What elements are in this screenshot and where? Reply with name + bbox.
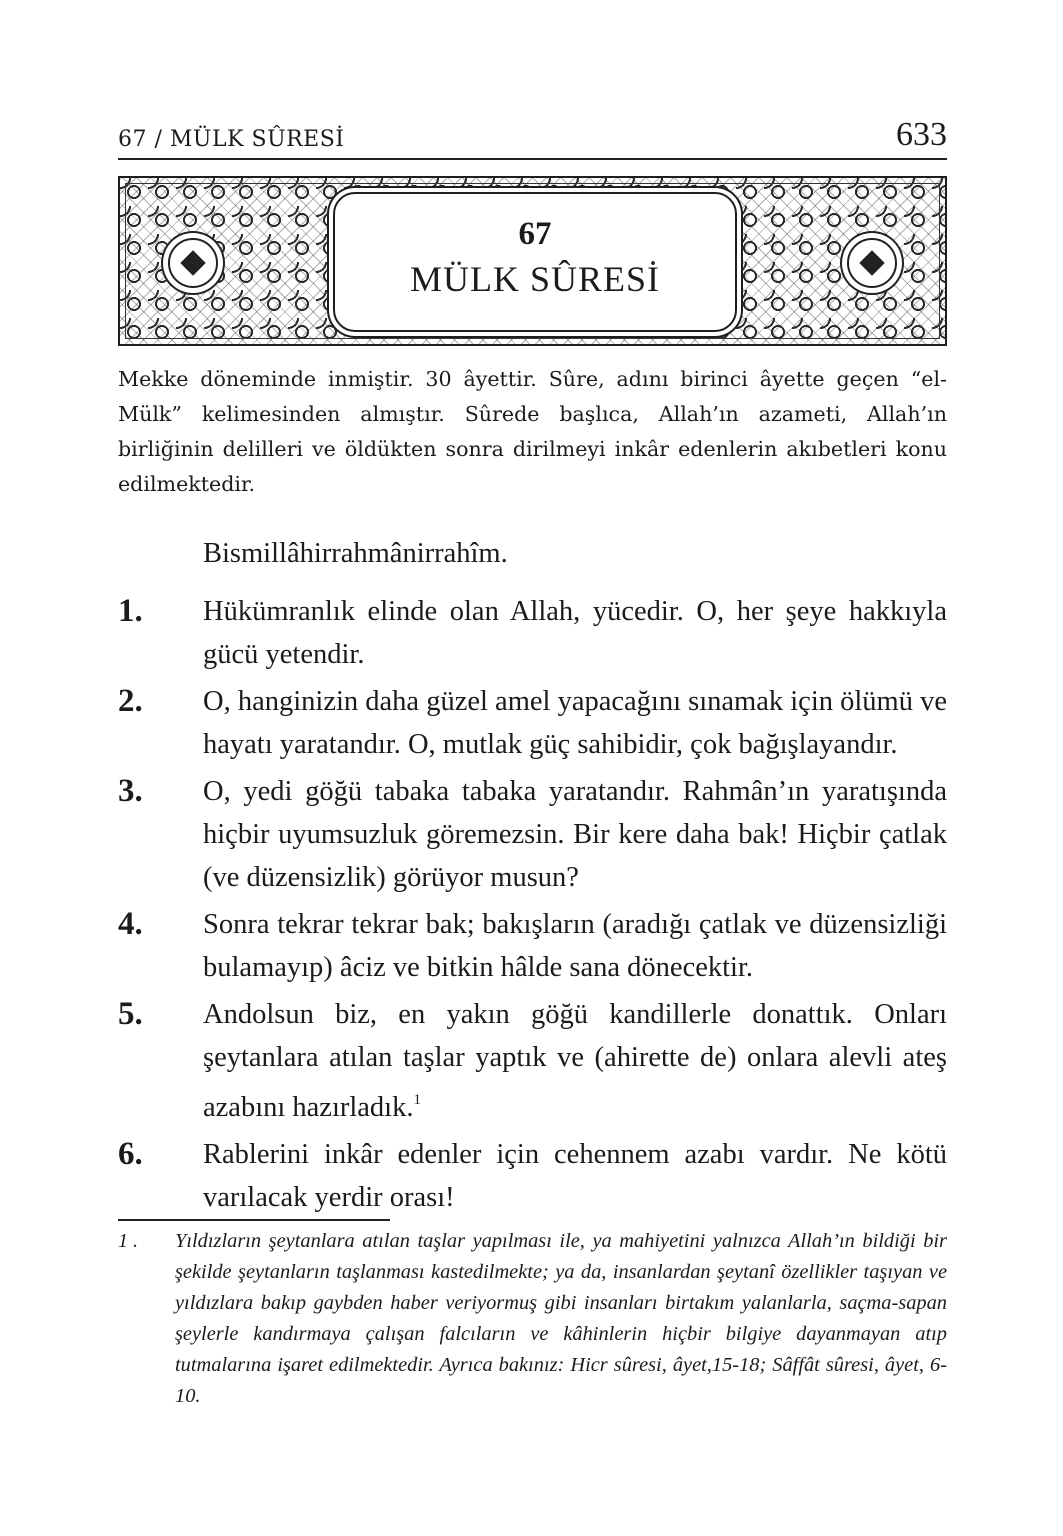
verse-item xyxy=(118,1133,947,1219)
footnote-reference[interactable]: 1 xyxy=(413,1092,421,1108)
basmala: Bismillâhirrahmânirrahîm. xyxy=(203,538,508,569)
verse-text: O, yedi göğü tabaka tabaka yaratandır. Rahmân’ın yaratışında hiçbir uyumsuzluk göremezsin. Bir kere daha bak! Hiçbir çatlak (ve düzensizlik) görüyor musun? xyxy=(203,776,947,893)
surah-banner xyxy=(118,176,947,346)
verse-number: 5. xyxy=(118,996,143,1032)
surah-name: MÜLK SÛRESİ xyxy=(409,259,661,299)
verse-text: Andolsun biz, en yakın göğü kandillerle donattık. Onları şeytanlara atılan taşlar yaptık ve (ahirette de) onlara alevli ateş azabını hazırladık. xyxy=(203,999,947,1123)
surah-number: 67 xyxy=(518,216,552,252)
ornament-medallion-right-icon xyxy=(847,238,897,288)
verse-item xyxy=(118,903,947,989)
verse-item xyxy=(118,590,947,676)
verse-text: Sonra tekrar tekrar bak; bakışların (aradığı çatlak ve düzensizliği bulamayıp) âciz ve bitkin hâlde sana dönecektir. xyxy=(203,909,947,983)
verse-list xyxy=(118,590,947,1223)
footnote-number: 1 . xyxy=(118,1230,138,1252)
footnote-text: Yıldızların şeytanlara atılan taşlar yapılması ile, ya mahiyetini yalnızca Allah’ın bildiği bir şekilde şeytanların taşlanması kastedilmekte; ya da, insanlardan şeytanî özellikler taşıyan ve yıldızlara bakıp gaybden haber veriyormuş gibi insanları birtakım yalanlarla, saçma-sapan şeylerle kandırmaya çalışan falcıların ve kâhinlerin hiçbir bilgiye dayanmayan atıp tutmalarına işaret edilmektedir. Ayrıca bakınız: Hicr sûresi, âyet,15-18; Sâffât sûresi, âyet, 6-10. xyxy=(175,1230,947,1407)
verse-item xyxy=(118,770,947,899)
verse-item xyxy=(118,993,947,1129)
verse-item xyxy=(118,680,947,766)
verse-number: 3. xyxy=(118,773,143,809)
ornament-medallion-left-icon xyxy=(168,238,218,288)
running-header xyxy=(118,112,947,160)
verse-text: Hükümranlık elinde olan Allah, yücedir. O, her şeye hakkıyla gücü yetendir. xyxy=(203,596,947,670)
footnote-divider xyxy=(118,1219,390,1221)
verse-number: 1. xyxy=(118,593,143,629)
surah-title-cartouche xyxy=(333,192,737,332)
running-title: 67 / MÜLK SÛRESİ xyxy=(118,127,345,152)
verse-number: 4. xyxy=(118,906,143,942)
page-number: 633 xyxy=(896,116,947,153)
verse-text: Rablerini inkâr edenler için cehennem azabı vardır. Ne kötü varılacak yerdir orası! xyxy=(203,1139,947,1213)
verse-text: O, hanginizin daha güzel amel yapacağını sınamak için ölümü ve hayatı yaratandır. O, mutlak güç sahibidir, çok bağışlayandır. xyxy=(203,686,947,760)
verse-number: 2. xyxy=(118,683,143,719)
surah-introduction: Mekke döneminde inmiştir. 30 âyettir. Sûre, adını birinci âyette geçen “el-Mülk” kelimesinden almıştır. Sûrede başlıca, Allah’ın azameti, Allah’ın birliğinin delilleri ve öldükten sonra dirilmeyi inkâr edenlerin akıbetleri konu edilmektedir. xyxy=(118,367,947,496)
verse-number: 6. xyxy=(118,1136,143,1172)
verse-text-with-footnote xyxy=(203,993,947,1129)
footnote xyxy=(118,1226,947,1412)
